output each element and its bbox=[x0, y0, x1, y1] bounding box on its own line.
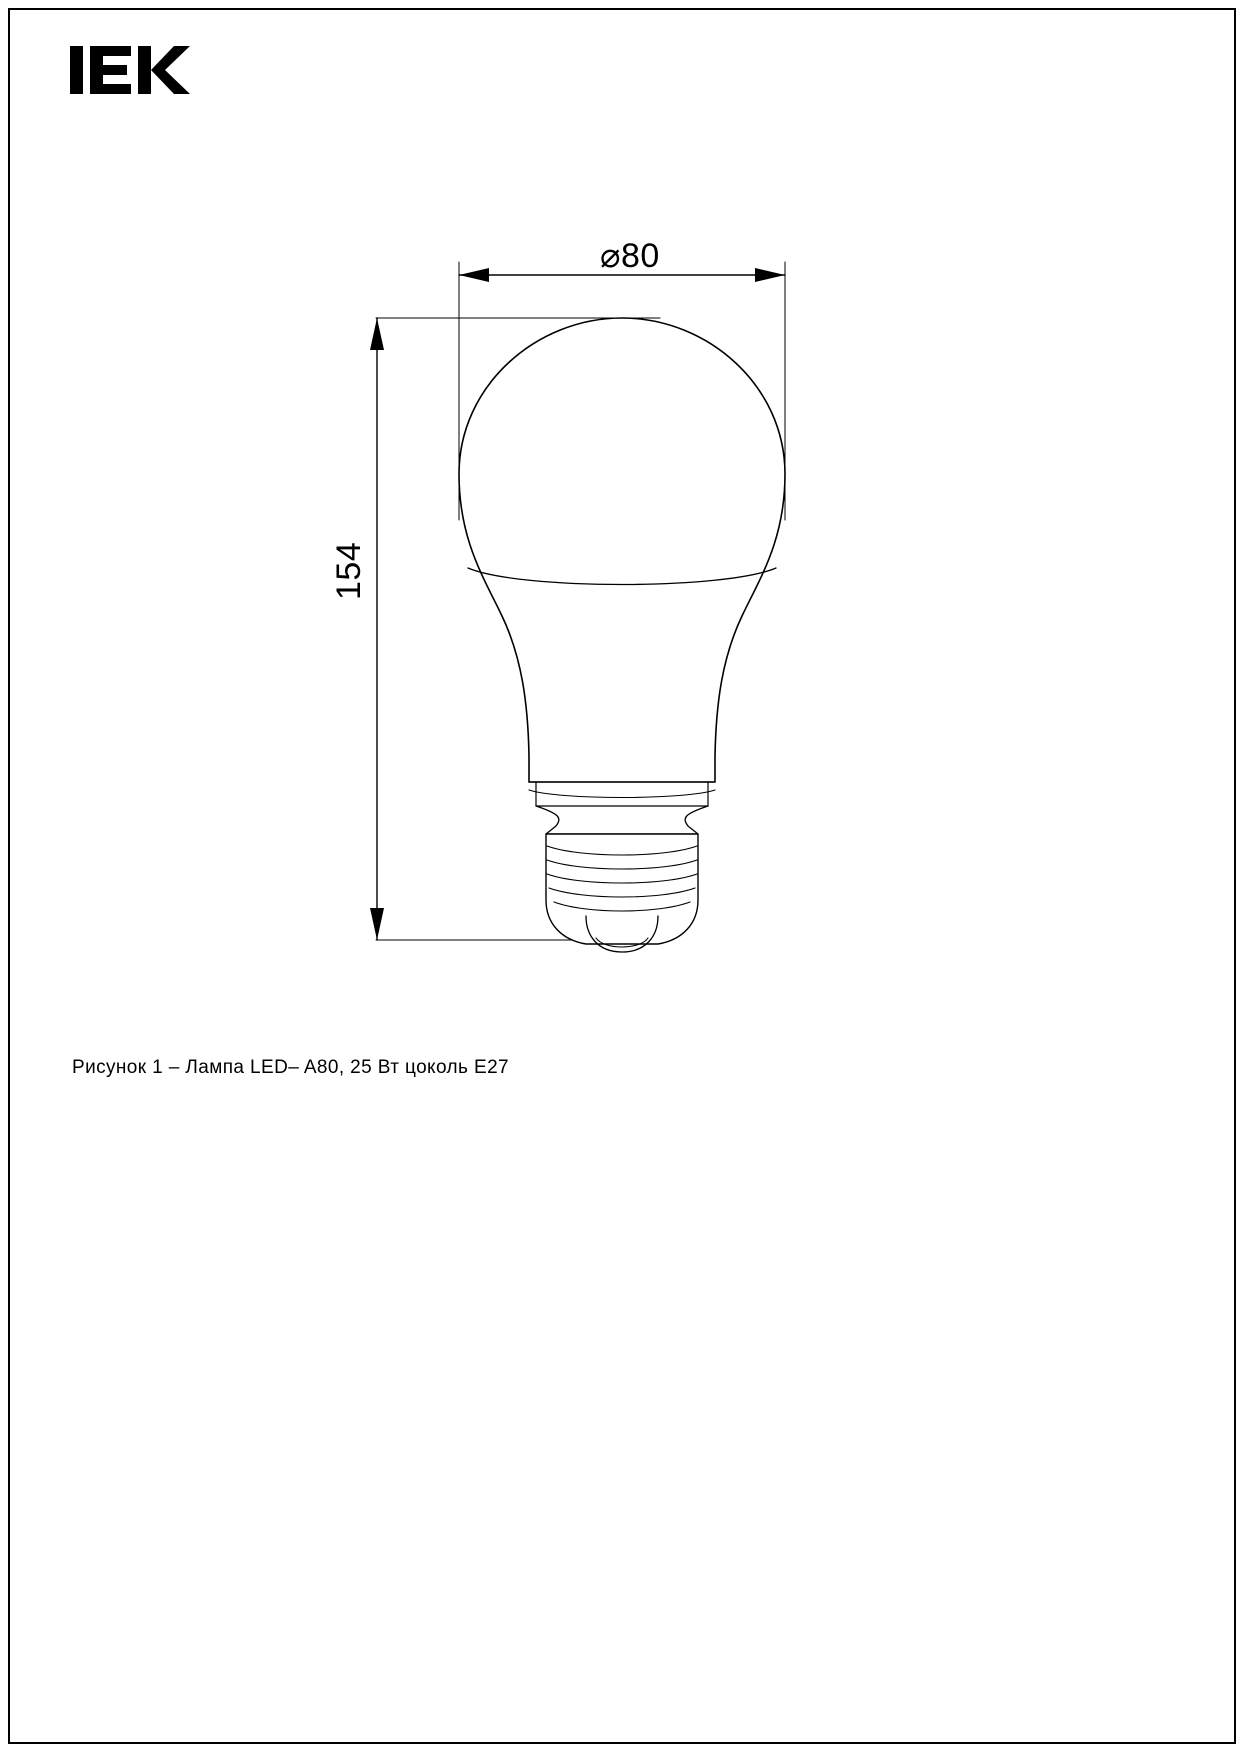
figure-caption: Рисунок 1 – Лампа LED– A80, 25 Вт цоколь E27 bbox=[72, 1057, 510, 1078]
height-dimension-label: 154 bbox=[330, 541, 368, 600]
diameter-dimension-label: ⌀80 bbox=[600, 237, 660, 275]
